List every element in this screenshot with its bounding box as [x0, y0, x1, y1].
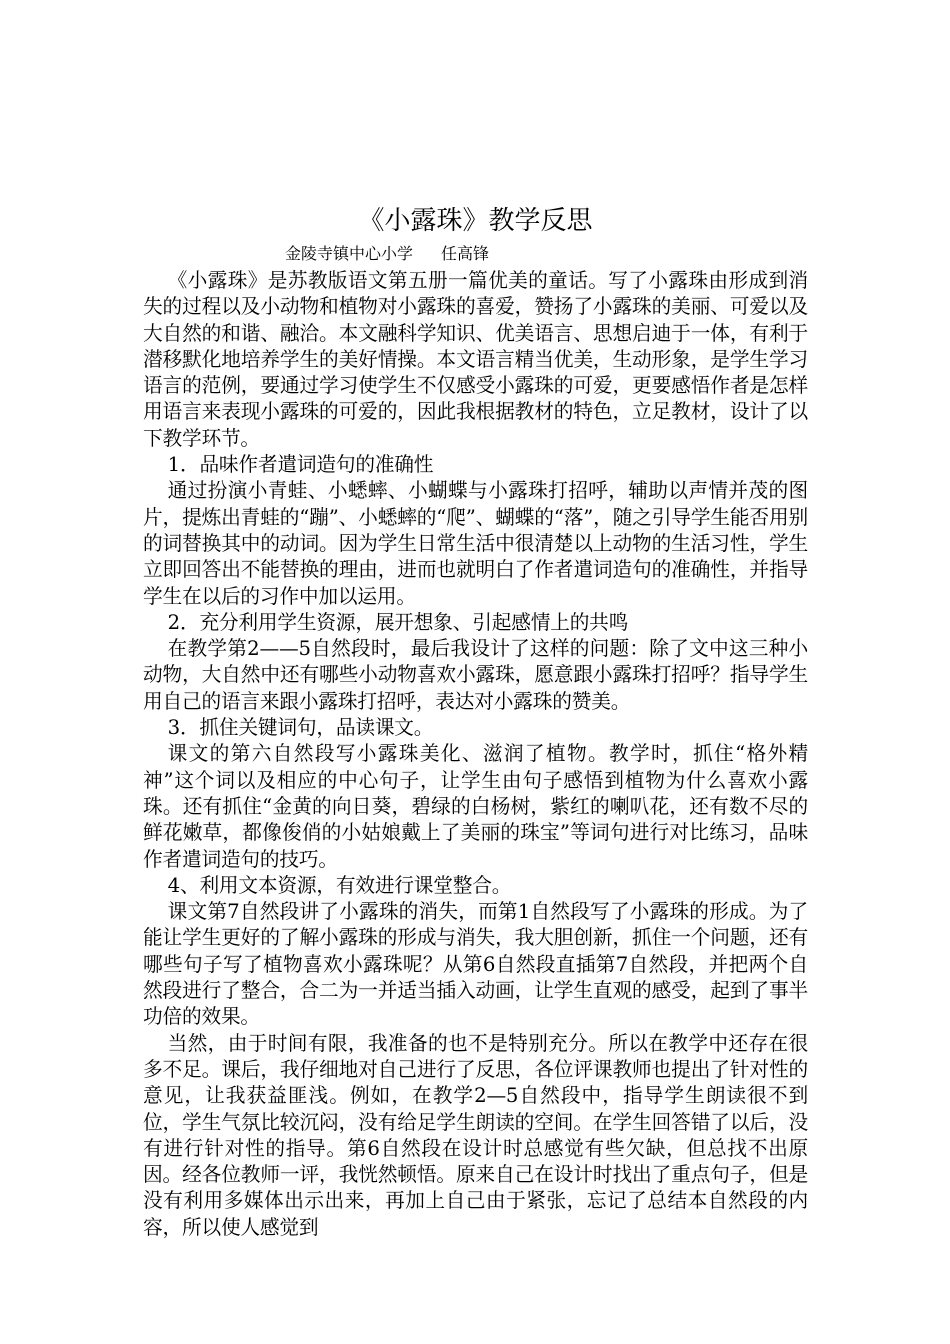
- school-name: 金陵寺镇中心小学: [285, 244, 414, 263]
- document-title: 《小露珠》教学反思: [358, 206, 593, 236]
- paragraph-section-4: 课文第7自然段讲了小露珠的消失，而第1自然段写了小露珠的形成。为了能让学生更好的了解小露珠的形成与消失，我大胆创新，抓住一个问题，还有哪些句子写了植物喜欢小露珠呢？从第6自然段直插第7自然段，并把两个自然段进行了整合，合二为一并适当插入动画，让学生直观的感受，起到了事半功倍的效果。: [143, 900, 808, 1029]
- author-name: 任高锋: [441, 244, 490, 263]
- paragraph-section-2: 在教学第2——5自然段时，最后我设计了这样的问题：除了文中这三种小动物，大自然中还有哪些小动物喜欢小露珠，愿意跟小露珠打招呼？指导学生用自己的语言来跟小露珠打招呼，表达对小露珠的赞美。: [143, 637, 808, 713]
- paragraph-intro: 《小露珠》是苏教版语文第五册一篇优美的童话。写了小露珠由形成到消失的过程以及小动物和植物对小露珠的喜爱，赞扬了小露珠的美丽、可爱以及大自然的和谐、融洽。本文融科学知识、优美语言、思想启迪于一体，有利于潜移默化地培养学生的美好情操。本文语言精当优美，生动形象，是学生学习语言的范例，要通过学习使学生不仅感受小露珠的可爱，更要感悟作者是怎样用语言来表现小露珠的可爱的，因此我根据教材的特色，立足教材，设计了以下教学环节。: [143, 269, 808, 450]
- document-page: [143, 200, 808, 1241]
- byline: [143, 242, 808, 266]
- paragraph-reflection: 当然，由于时间有限，我准备的也不是特别充分。所以在教学中还存在很多不足。课后，我仔细地对自己进行了反思，各位评课教师也提出了针对性的意见，让我获益匪浅。例如，在教学2—5自然段中，指导学生朗读很不到位，学生气氛比较沉闷，没有给足学生朗读的空间。在学生回答错了以后，没有进行针对性的指导。第6自然段在设计时总感觉有些欠缺，但总找不出原因。经各位教师一评，我恍然顿悟。原来自己在设计时找出了重点句子，但是没有利用多媒体出示出来，再加上自己由于紧张，忘记了总结本自然段的内容，所以使人感觉到: [143, 1031, 808, 1239]
- paragraph-section-1: 通过扮演小青蛙、小蟋蟀、小蝴蝶与小露珠打招呼，辅助以声情并茂的图片，提炼出青蛙的“蹦”、小蟋蟀的“爬”、蝴蝶的“落”，随之引导学生能否用别的词替换其中的动词。因为学生日常生活中很清楚以上动物的生活习性，学生立即回答出不能替换的理由，进而也就明白了作者遣词造句的准确性，并指导学生在以后的习作中加以运用。: [143, 479, 808, 608]
- paragraph-section-3: 课文的第六自然段写小露珠美化、滋润了植物。教学时，抓住“格外精神”这个词以及相应的中心句子，让学生由句子感悟到植物为什么喜欢小露珠。还有抓住“金黄的向日葵，碧绿的白杨树，紫红的喇叭花，还有数不尽的鲜花嫩草，都像俊俏的小姑娘戴上了美丽的珠宝”等词句进行对比练习，品味作者遣词造句的技巧。: [143, 742, 808, 871]
- section-heading-2: 2．充分利用学生资源，展开想象、引起感情上的共鸣: [167, 610, 629, 634]
- section-heading-4: 4、利用文本资源，有效进行课堂整合。: [167, 873, 512, 897]
- section-heading-1: 1．品味作者遣词造句的准确性: [167, 453, 434, 477]
- section-heading-3: 3．抓住关键词句，品读课文。: [167, 716, 434, 740]
